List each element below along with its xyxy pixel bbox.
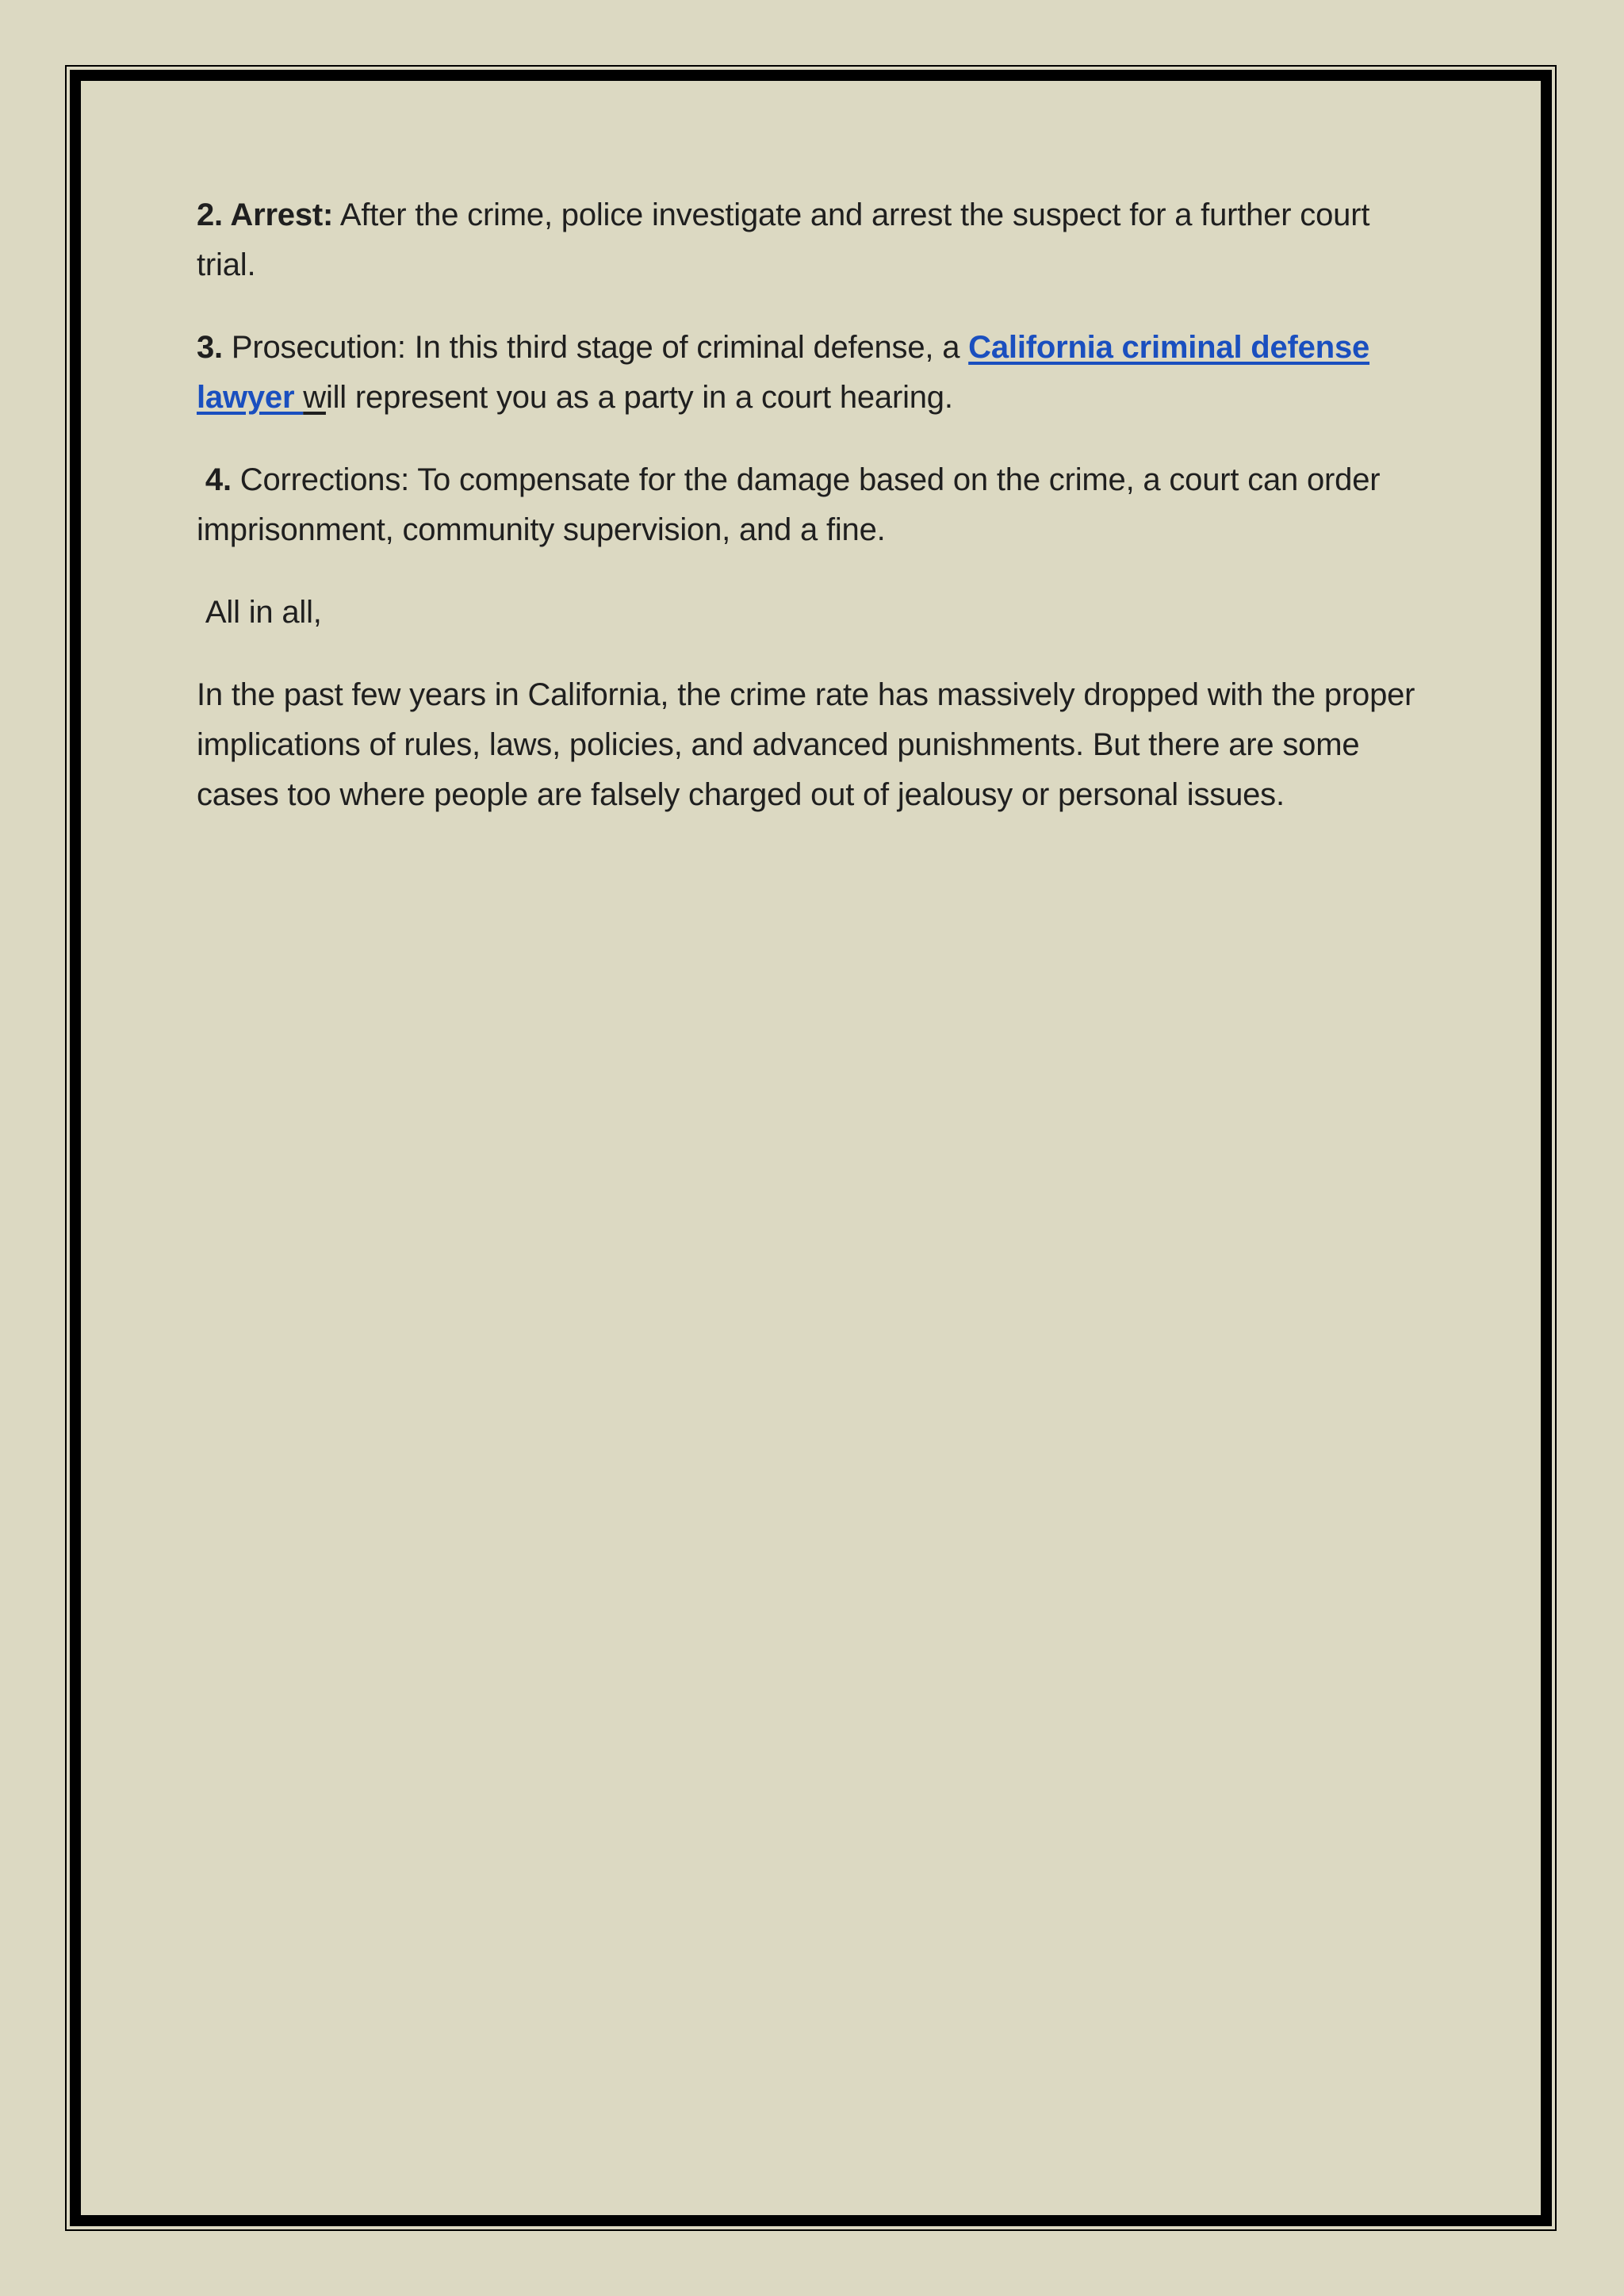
paragraph-arrest — [197, 190, 1434, 290]
paragraph-prosecution — [197, 323, 1434, 423]
paragraph-text: All in all, — [197, 595, 322, 630]
paragraph-conclusion — [197, 670, 1434, 820]
paragraph-lead: 3. — [197, 330, 223, 365]
document-body — [197, 190, 1434, 853]
paragraph-text: Corrections: To compensate for the damage based on the crime, a court can order imprisonment, community supervision, and a fine. — [197, 462, 1389, 547]
paragraph-text: ill represent you as a party in a court hearing. — [325, 380, 953, 415]
paragraph-lead: 4. — [197, 462, 232, 497]
paragraph-lead: 2. Arrest: — [197, 197, 334, 232]
paragraph-text: In the past few years in California, the crime rate has massively dropped with the proper implications of rules, laws, policies, and advanced punishments. But there are some cases too where people are falsely charged out of jealousy or personal issues. — [197, 677, 1415, 812]
paragraph-all-in-all — [197, 588, 1434, 638]
paragraph-text: After the crime, police investigate and arrest the suspect for a further court trial. — [197, 197, 1370, 282]
paragraph-text: Prosecution: In this third stage of criminal defense, a — [222, 330, 969, 365]
california-criminal-defense-lawyer-link[interactable]: California criminal defense lawyer — [197, 330, 1370, 415]
paragraph-corrections — [197, 455, 1434, 555]
paragraph-text-underlined: w — [303, 380, 326, 415]
